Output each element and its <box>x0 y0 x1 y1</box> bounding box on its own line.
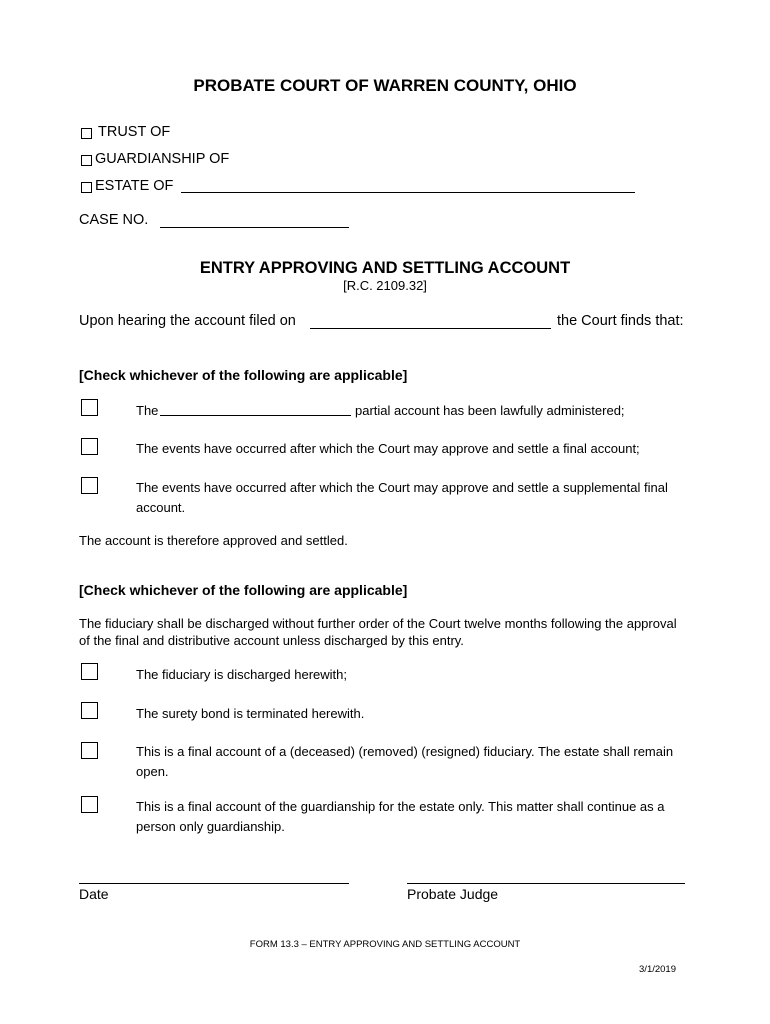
judge-label: Probate Judge <box>407 886 499 902</box>
fiduciary-final-account-checkbox[interactable] <box>81 742 98 759</box>
section1-heading: [Check whichever of the following are applicable] <box>79 367 408 383</box>
surety-bond-text: The surety bond is terminated herewith. <box>136 706 365 721</box>
item1-suffix: partial account has been lawfully administered; <box>355 403 625 418</box>
partial-account-checkbox[interactable] <box>81 399 98 416</box>
hearing-date-field[interactable] <box>310 328 551 329</box>
case-no-field[interactable] <box>160 227 349 228</box>
partial-account-number-field[interactable] <box>160 415 351 416</box>
hearing-prefix: Upon hearing the account filed on <box>79 313 296 329</box>
surety-bond-checkbox[interactable] <box>81 702 98 719</box>
guardianship-final-account-text: This is a final account of the guardianship for the estate only. This matter shall continue as a person only guardianship. <box>136 799 665 834</box>
fiduciary-final-account-text: This is a final account of a (deceased) (removed) (resigned) fiduciary. The estate shall remain open. <box>136 744 674 779</box>
court-title: PROBATE COURT OF WARREN COUNTY, OHIO <box>193 76 577 95</box>
form-label: FORM 13.3 – ENTRY APPROVING AND SETTLING ACCOUNT <box>249 939 521 950</box>
discharge-intro: The fiduciary shall be discharged without further order of the Court twelve months following the approval of the final and distributive account unless discharged by this entry. <box>79 616 677 648</box>
final-account-checkbox[interactable] <box>81 438 98 455</box>
trust-label: TRUST OF <box>98 124 171 140</box>
guardianship-label: GUARDIANSHIP OF <box>95 151 230 167</box>
final-account-text: The events have occurred after which the Court may approve and settle a final account; <box>136 441 640 456</box>
date-signature-line[interactable] <box>79 883 349 884</box>
supplemental-account-text: The events have occurred after which the Court may approve and settle a supplemental final account. <box>136 480 668 515</box>
hearing-suffix: the Court finds that: <box>557 313 684 329</box>
estate-name-field[interactable] <box>181 192 635 193</box>
approval-conclusion: The account is therefore approved and settled. <box>79 533 348 548</box>
case-no-label: CASE NO. <box>79 212 149 228</box>
statute-reference: [R.C. 2109.32] <box>343 278 427 293</box>
guardianship-final-account-checkbox[interactable] <box>81 796 98 813</box>
fiduciary-discharged-checkbox[interactable] <box>81 663 98 680</box>
supplemental-account-checkbox[interactable] <box>81 477 98 494</box>
item1-prefix: The <box>136 403 159 418</box>
fiduciary-discharged-text: The fiduciary is discharged herewith; <box>136 667 347 682</box>
date-label: Date <box>79 886 109 902</box>
estate-checkbox[interactable] <box>81 180 92 198</box>
guardianship-checkbox[interactable] <box>81 153 92 171</box>
trust-checkbox[interactable] <box>81 126 92 144</box>
section2-heading: [Check whichever of the following are applicable] <box>79 582 408 598</box>
estate-label: ESTATE OF <box>95 178 174 194</box>
entry-title: ENTRY APPROVING AND SETTLING ACCOUNT <box>199 259 571 277</box>
revision-date: 3/1/2019 <box>639 964 676 975</box>
